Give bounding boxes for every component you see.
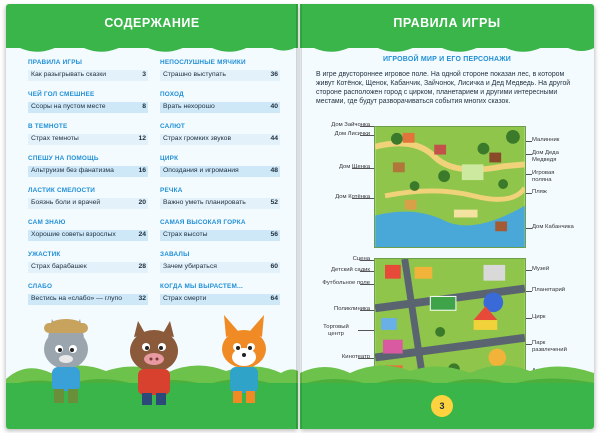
toc-page-number: 24 [138, 231, 146, 238]
toc-item-text: Опоздания и игромания [163, 167, 239, 174]
rules-page [300, 4, 594, 429]
toc-row [28, 102, 148, 113]
toc-item-text: Ссоры на пустом месте [31, 103, 106, 110]
toc-entry[interactable] [28, 251, 148, 280]
toc-page-number: 44 [270, 135, 278, 142]
toc-column-left [28, 56, 148, 312]
toc-entry[interactable] [28, 283, 148, 312]
label-torgovy-centr: Торговый центр [323, 324, 349, 337]
label-detskiy-sadik: Детский садик [331, 267, 370, 273]
header-wave [6, 40, 298, 56]
label-plyazh: Пляж [532, 189, 547, 195]
leader-line [526, 174, 532, 175]
toc-entry[interactable] [28, 59, 148, 88]
toc-entry[interactable] [28, 155, 148, 184]
leader-line [360, 310, 374, 311]
leader-line [526, 141, 532, 142]
toc-page-number: 3 [142, 71, 146, 78]
rules-header [300, 4, 594, 48]
toc-section-title: ЗАВАЛЫ [160, 251, 190, 258]
label-futbolnoe-pole: Футбольное поле [322, 280, 370, 286]
toc-item-text: Врать нехорошо [163, 103, 215, 110]
toc-page-number: 60 [270, 263, 278, 270]
contents-title: СОДЕРЖАНИЕ [104, 16, 200, 30]
toc-section-title: КОГДА МЫ ВЫРАСТЕМ... [160, 283, 243, 290]
toc-item-text: Альтруизм без фанатизма [31, 167, 114, 174]
label-zaichonok-house: Дом Зайчонка [331, 122, 370, 128]
leader-line [360, 284, 374, 285]
toc-section-title: САМ ЗНАЮ [28, 219, 66, 226]
book-spine [296, 4, 302, 429]
toc-item-text: Вестись на «слабо» — глупо [31, 295, 122, 302]
toc-row [28, 134, 148, 145]
toc-item-text: Хорошие советы взрослых [31, 231, 116, 238]
toc-section-title: СПЕШУ НА ПОМОЩЬ [28, 155, 99, 162]
intro-paragraph: В игре двустороннее игровое поле. На одной стороне показан лес, в котором живут Котёнок, Щенок, Кабанчик, Зайчонок, Лисичка и Дед Медведь. На другой стороне расположен город с цирком, планетарием и другими интересными местами, где будут разворачиваться события многих сказок. [316, 71, 571, 105]
label-malinnik: Малинник [532, 137, 560, 143]
label-cirk: Цирк [532, 314, 546, 320]
toc-entry[interactable] [160, 91, 280, 120]
toc-page-number: 64 [270, 295, 278, 302]
characters-illustration [26, 309, 276, 407]
label-scena: Сцена [352, 256, 370, 262]
toc-item-text: Как разыгрывать сказки [31, 71, 107, 78]
toc-item-text: Страх смерти [163, 295, 207, 302]
toc-row [28, 230, 148, 241]
toc-row [28, 198, 148, 209]
forest-map [374, 126, 526, 248]
toc-entry[interactable] [160, 283, 280, 312]
leader-line [352, 198, 374, 199]
leader-line [360, 260, 374, 261]
contents-header [6, 4, 298, 48]
toc-section-title: ЦИРК [160, 155, 179, 162]
label-kabanchik-house: Дом Кабанчика [532, 224, 574, 230]
leader-line [526, 344, 532, 345]
toc-section-title: ПОХОД [160, 91, 184, 98]
fox-character [222, 315, 266, 403]
toc-page-number: 8 [142, 103, 146, 110]
toc-section-title: САЛЮТ [160, 123, 185, 130]
leader-line [360, 135, 374, 136]
toc-section-title: САМАЯ ВЫСОКАЯ ГОРКА [160, 219, 246, 226]
label-shchenok-house: Дом Щенка [338, 164, 370, 170]
toc-section-title: ЧЕЙ ГОЛ СМЕШНЕЕ [28, 91, 95, 98]
label-planetariy: Планетарий [532, 287, 566, 293]
toc-entry[interactable] [160, 123, 280, 152]
toc-row [160, 70, 280, 81]
toc-section-title: РЕЧКА [160, 187, 183, 194]
leader-line [526, 193, 532, 194]
toc-page-number: 52 [270, 199, 278, 206]
header-wave [300, 40, 594, 56]
toc-row [160, 134, 280, 145]
rules-title: ПРАВИЛА ИГРЫ [393, 16, 501, 30]
toc-entry[interactable] [28, 187, 148, 216]
toc-page-number: 28 [138, 263, 146, 270]
toc-row [160, 166, 280, 177]
page-number: 3 [431, 395, 453, 417]
section-subtitle: ИГРОВОЙ МИР И ЕГО ПЕРСОНАЖИ [382, 56, 512, 63]
toc-page-number: 48 [270, 167, 278, 174]
kitten-character [44, 319, 88, 403]
toc-section-title: СЛАБО [28, 283, 53, 290]
leader-line [526, 270, 532, 271]
toc-page-number: 12 [138, 135, 146, 142]
label-poliklinika: Поликлиника [333, 306, 370, 312]
leader-line [526, 291, 532, 292]
toc-item-text: Зачем убираться [163, 263, 217, 270]
toc-page-number: 16 [138, 167, 146, 174]
toc-item-text: Страх высоты [163, 231, 208, 238]
toc-item-text: Страх барабашек [31, 263, 87, 270]
toc-row [28, 294, 148, 305]
label-ded-medved-house: Дом Деда Медведя [532, 150, 559, 163]
toc-entry[interactable] [28, 123, 148, 152]
toc-page-number: 32 [138, 295, 146, 302]
label-muzey: Музей [532, 266, 550, 272]
toc-item-text: Важно уметь планировать [163, 199, 246, 206]
toc-item-text: Боязнь боли и врачей [31, 199, 101, 206]
toc-page-number: 56 [270, 231, 278, 238]
label-park: Парк развлечений [532, 340, 567, 353]
toc-section-title: ЛАСТИК СМЕЛОСТИ [28, 187, 96, 194]
toc-page-number: 40 [270, 103, 278, 110]
toc-row [160, 294, 280, 305]
toc-item-text: Страх громких звуков [163, 135, 232, 142]
toc-item-text: Страшно выступать [163, 71, 226, 78]
leader-line [526, 228, 532, 229]
toc-entry[interactable] [160, 59, 280, 88]
toc-entry[interactable] [160, 219, 280, 248]
label-kinoteatr: Кинотеатр [341, 354, 370, 360]
toc-row [28, 166, 148, 177]
leader-line [526, 318, 532, 319]
toc-page-number: 36 [270, 71, 278, 78]
toc-entry[interactable] [160, 187, 280, 216]
toc-column-right [160, 56, 280, 312]
toc-row [28, 262, 148, 273]
toc-row [28, 70, 148, 81]
piglet-character [130, 321, 178, 405]
leader-line [526, 154, 532, 155]
toc-entry[interactable] [160, 155, 280, 184]
toc-entry[interactable] [160, 251, 280, 280]
toc-item-text: Страх темноты [31, 135, 79, 142]
toc-section-title: В ТЕМНОТЕ [28, 123, 68, 130]
toc-entry[interactable] [28, 91, 148, 120]
label-igrovaya-polyana: Игровая поляна [532, 170, 555, 183]
toc-section-title: ПРАВИЛА ИГРЫ [28, 59, 83, 66]
toc-section-title: НЕПОСЛУШНЫЕ МЯЧИКИ [160, 59, 246, 66]
label-lisichka-house: Дом Лисички [334, 131, 370, 137]
contents-page [6, 4, 298, 429]
toc-row [160, 102, 280, 113]
leader-line [360, 271, 374, 272]
toc-page-number: 20 [138, 199, 146, 206]
toc-row [160, 198, 280, 209]
leader-line [352, 168, 374, 169]
label-kotyonok-house: Дом Котёнка [335, 194, 370, 200]
leader-line [358, 330, 374, 331]
toc-row [160, 262, 280, 273]
toc-entry[interactable] [28, 219, 148, 248]
toc-section-title: УЖАСТИК [28, 251, 61, 258]
leader-line [360, 126, 374, 127]
toc-row [160, 230, 280, 241]
